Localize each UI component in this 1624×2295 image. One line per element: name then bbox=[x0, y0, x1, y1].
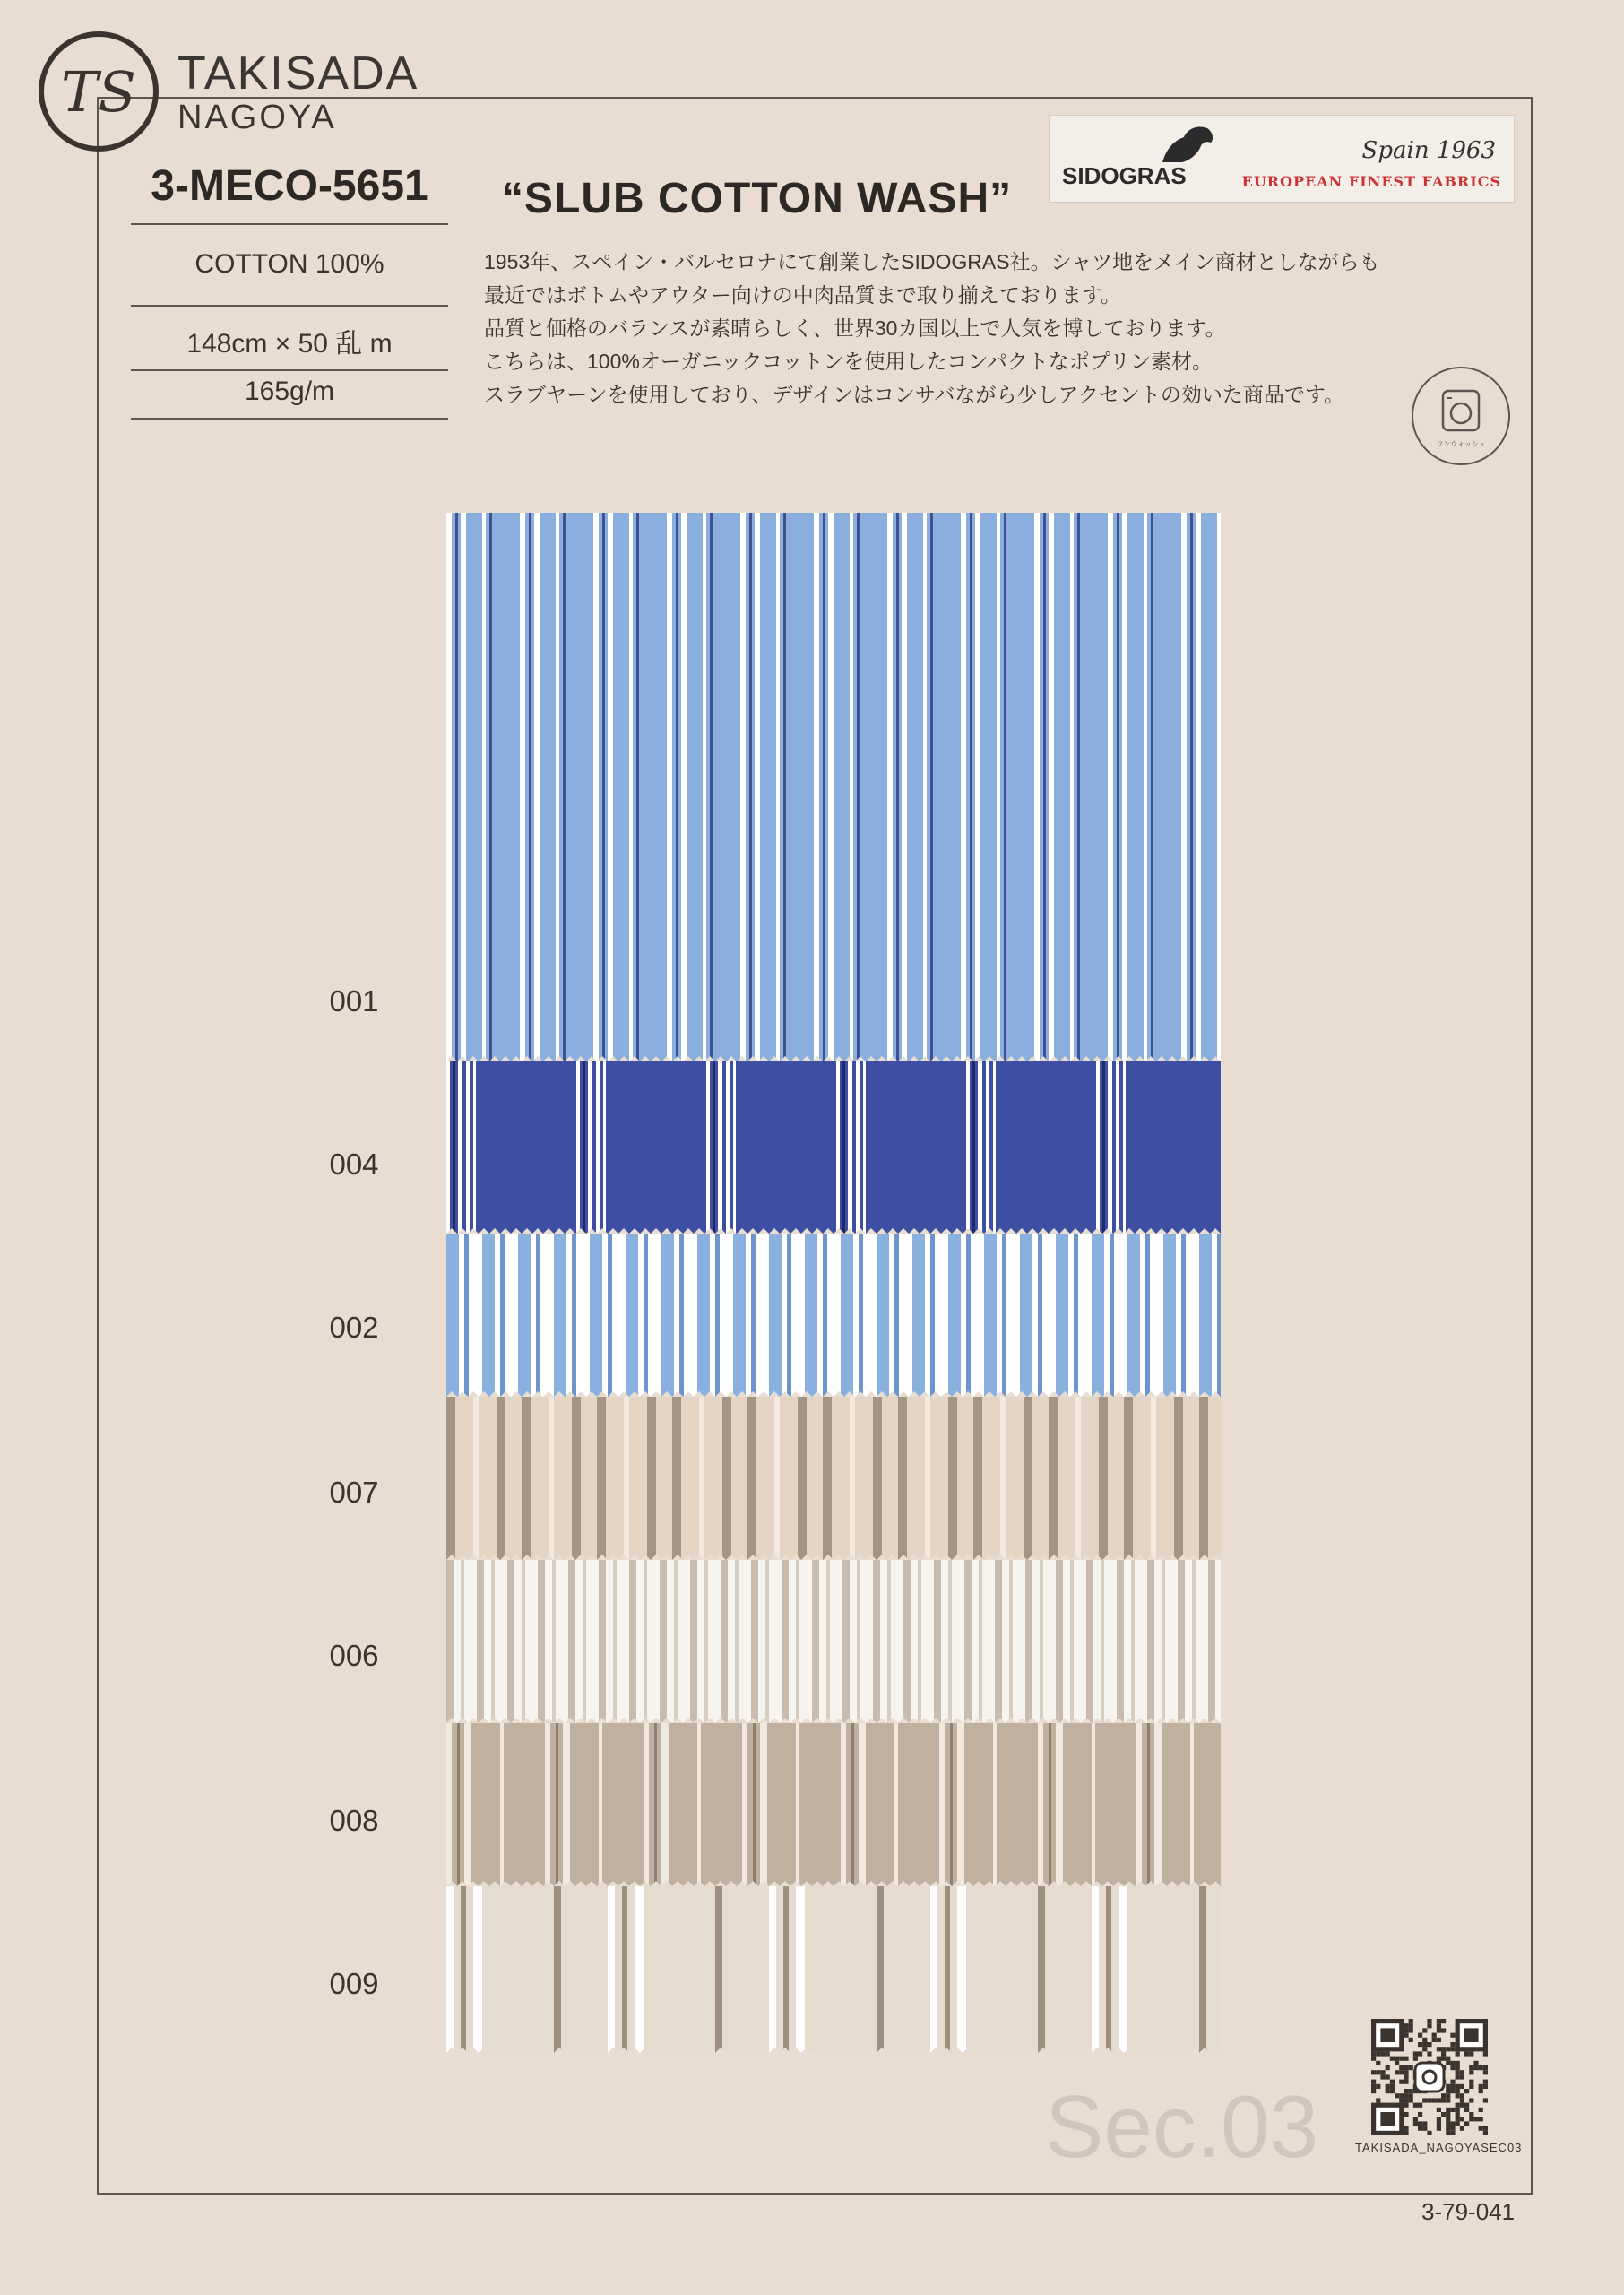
product-code: 3-MECO-5651 bbox=[131, 161, 448, 225]
brand-city: NAGOYA bbox=[177, 99, 337, 136]
description-line: スラブヤーンを使用しており、デザインはコンサバながら少しアクセントの効いた商品です。 bbox=[484, 383, 1345, 406]
description-line: こちらは、100%オーガニックコットンを使用したコンパクトなポプリン素材。 bbox=[484, 350, 1213, 373]
page-number: 3-79-041 bbox=[1421, 2198, 1516, 2225]
fabric-swatch-009 bbox=[439, 1886, 1228, 2053]
color-label-002: 002 bbox=[329, 1311, 379, 1344]
wash-icon bbox=[1409, 364, 1513, 468]
fabric-swatch-007 bbox=[439, 1397, 1228, 1560]
section-mark: Sec.03 bbox=[1045, 2077, 1319, 2176]
weight: 165g/m bbox=[131, 377, 448, 420]
social-handle: TAKISADA_NAGOYASEC03 bbox=[1355, 2141, 1523, 2154]
description-line: 品質と価格のバランスが素晴らしく、世界30カ国以上で人気を博しております。 bbox=[484, 316, 1226, 340]
color-label-007: 007 bbox=[329, 1476, 379, 1509]
fabric-swatch-006 bbox=[439, 1560, 1228, 1723]
supplier-label bbox=[1049, 115, 1515, 203]
svg-text:TS: TS bbox=[61, 59, 136, 125]
supplier-name: SIDOGRAS bbox=[1062, 162, 1187, 189]
brand-name: TAKISADA bbox=[177, 48, 419, 100]
description-line: 1953年、スペイン・バルセロナにて創業したSIDOGRAS社。シャツ地をメイン商材としながらも bbox=[484, 250, 1380, 273]
color-label-009: 009 bbox=[329, 1967, 379, 2000]
supplier-tagline: EUROPEAN FINEST FABRICS bbox=[1241, 173, 1501, 190]
qr-code[interactable] bbox=[1371, 2019, 1488, 2135]
color-label-004: 004 bbox=[329, 1148, 379, 1181]
svg-text:ワンウォッシュ: ワンウォッシュ bbox=[1436, 440, 1486, 448]
color-label-001: 001 bbox=[329, 984, 379, 1018]
description-line: 最近ではボトムやアウター向けの中肉品質まで取り揃えております。 bbox=[484, 283, 1121, 307]
supplier-origin: Spain 1963 bbox=[1361, 137, 1496, 164]
takisada-logo-icon bbox=[36, 29, 161, 154]
fabric-swatch-008 bbox=[439, 1723, 1228, 1886]
instagram-icon bbox=[1415, 2063, 1444, 2091]
product-title: “SLUB COTTON WASH” bbox=[502, 175, 1013, 222]
color-label-006: 006 bbox=[329, 1639, 379, 1672]
composition: COTTON 100% bbox=[131, 249, 448, 307]
description bbox=[484, 246, 1416, 411]
width-length: 148cm × 50 乱 m bbox=[131, 321, 448, 371]
fabric-swatch-002 bbox=[439, 1234, 1228, 1397]
fabric-swatch-001 bbox=[439, 513, 1228, 1061]
fabric-swatch-004 bbox=[439, 1061, 1228, 1234]
color-label-008: 008 bbox=[329, 1804, 379, 1837]
horse-icon bbox=[1157, 123, 1220, 166]
